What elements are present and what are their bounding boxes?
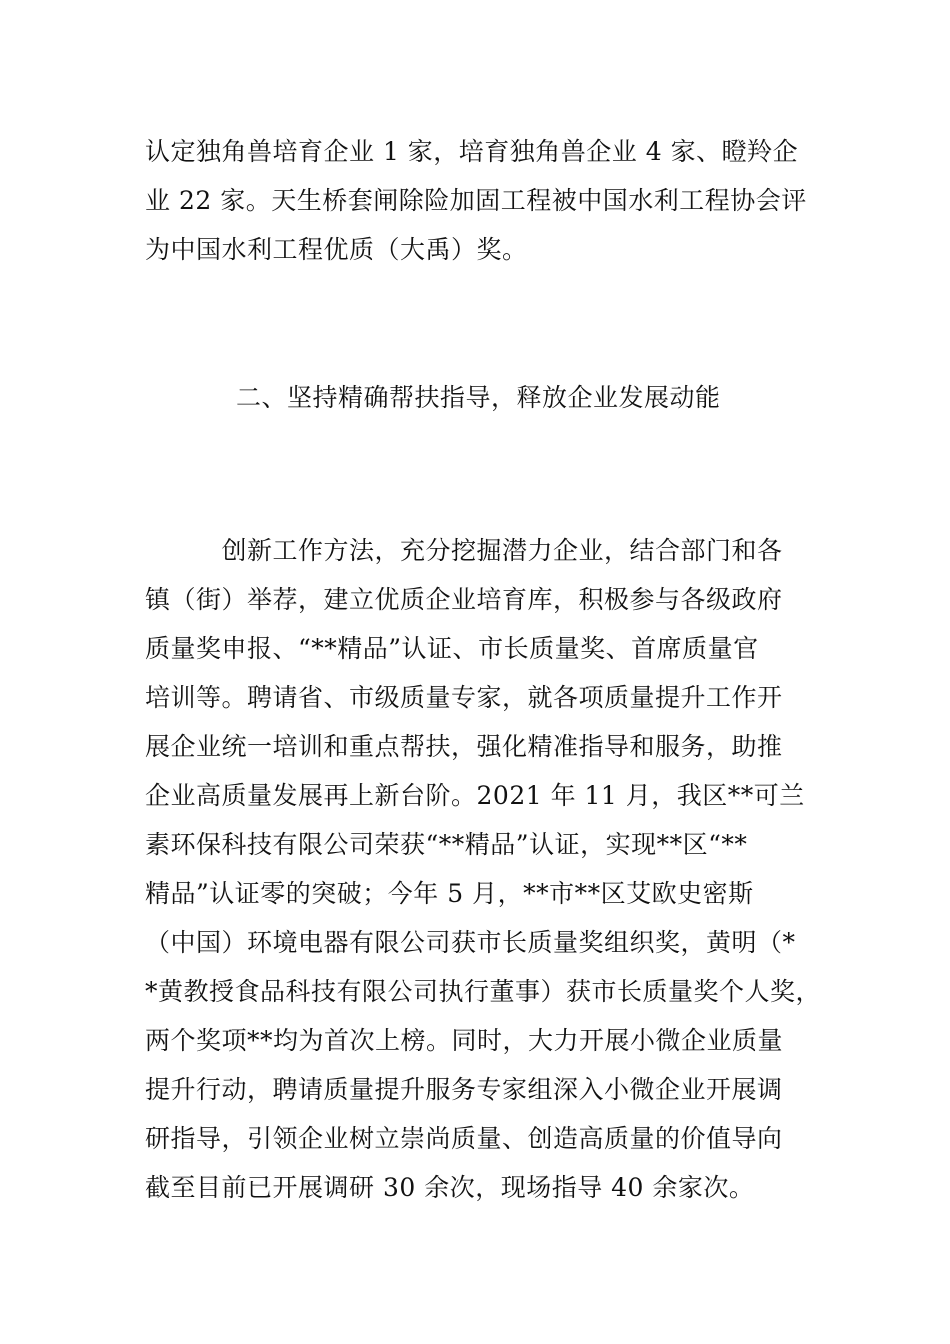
- paragraph-2-line-9: （中国）环境电器有限公司获市长质量奖组织奖，黄明（*: [145, 928, 796, 957]
- paragraph-2-line-6: 企业高质量发展再上新台阶。2021 年 11 月，我区**可兰: [145, 781, 805, 810]
- paragraph-2-line-13: 研指导，引领企业树立崇尚质量、创造高质量的价值导向: [145, 1124, 783, 1153]
- paragraph-2-line-14: 截至目前已开展调研 30 余次，现场指导 40 余家次。: [145, 1173, 755, 1202]
- paragraph-2-line-8: 精品”认证零的突破；今年 5 月，**市**区艾欧史密斯: [145, 879, 754, 908]
- paragraph-2-line-3: 质量奖申报、“**精品”认证、市长质量奖、首席质量官: [145, 634, 759, 663]
- paragraph-2-line-11: 两个奖项**均为首次上榜。同时，大力开展小微企业质量: [145, 1026, 784, 1055]
- paragraph-1-line-1: 认定独角兽培育企业 1 家，培育独角兽企业 4 家、瞪羚企: [145, 137, 799, 166]
- paragraph-2-line-1: 创新工作方法，充分挖掘潜力企业，结合部门和各: [145, 536, 783, 565]
- paragraph-2-line-5: 展企业统一培训和重点帮扶，强化精准指导和服务，助推: [145, 732, 783, 761]
- paragraph-2-line-2: 镇（街）举荐，建立优质企业培育库，积极参与各级政府: [145, 585, 783, 614]
- paragraph-2-line-4: 培训等。聘请省、市级质量专家，就各项质量提升工作开: [145, 683, 783, 712]
- paragraph-1-line-2: 业 22 家。天生桥套闸除险加固工程被中国水利工程协会评: [145, 186, 807, 215]
- paragraph-1-line-3: 为中国水利工程优质（大禹）奖。: [145, 235, 528, 264]
- paragraph-2-line-7: 素环保科技有限公司荣获“**精品”认证，实现**区“**: [145, 830, 748, 859]
- section-heading: 二、坚持精确帮扶指导，释放企业发展动能: [236, 383, 721, 412]
- paragraph-2-line-12: 提升行动，聘请质量提升服务专家组深入小微企业开展调: [145, 1075, 783, 1104]
- paragraph-2-line-10: *黄教授食品科技有限公司执行董事）获市长质量奖个人奖，: [145, 977, 822, 1006]
